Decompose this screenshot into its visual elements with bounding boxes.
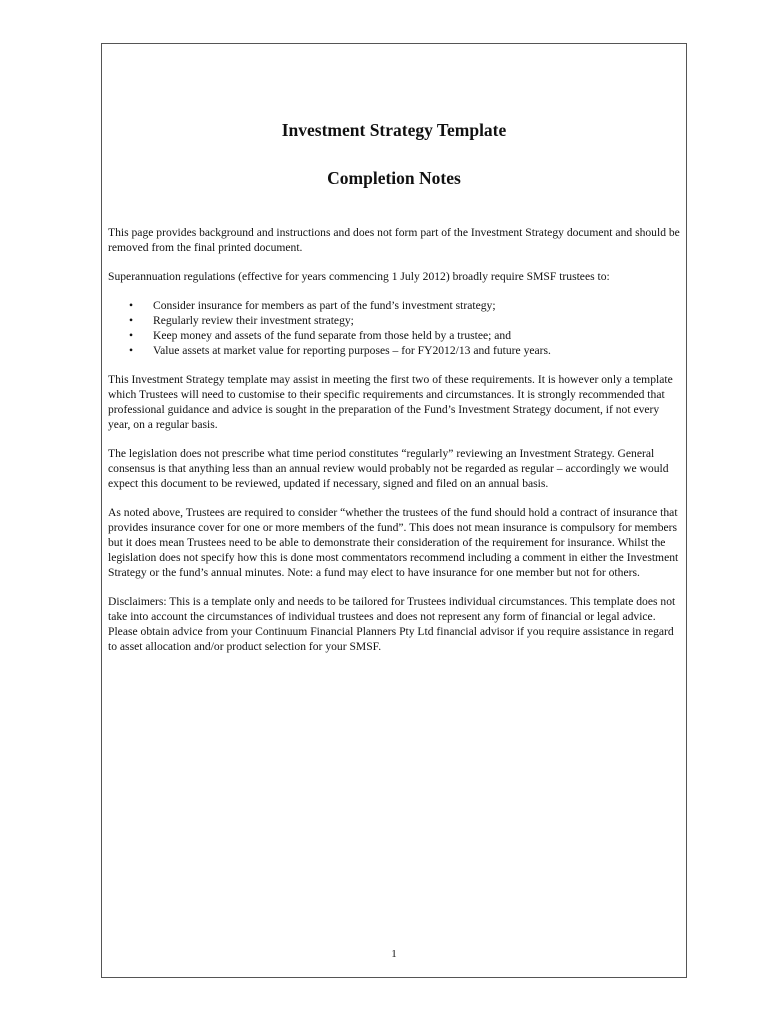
requirements-list-item [108,328,682,343]
requirements-list-item [108,298,682,313]
document-subtitle: Completion Notes [327,168,461,188]
bullet-icon: • [129,329,134,342]
document-page [101,43,687,978]
requirements-list-item-text: Value assets at market value for reporting purposes – for FY2012/13 and future years. [153,344,551,357]
requirements-list-item-text: Keep money and assets of the fund separate from those held by a trustee; and [153,329,512,342]
requirements-list-item [108,313,682,328]
bullet-icon: • [129,299,134,312]
requirements-list [108,298,682,358]
disclaimer-paragraph: Disclaimers: This is a template only and needs to be tailored for Trustees individual circumstances. This template does not take into account the circumstances of individual trustees and does not represent any form of financial or legal advice. Please obtain advice from your Continuum Financial Planners Pty Ltd financial advisor if you require assistance in regard to asset allocation and/or product selection for your SMSF. [108,595,676,653]
document-body [108,225,682,668]
requirements-list-item-text: Consider insurance for members as part of the fund’s investment strategy; [153,299,496,312]
bullet-icon: • [129,344,134,357]
template-paragraph: This Investment Strategy template may assist in meeting the first two of these requirements. It is however only a template which Trustees will need to customise to their specific requirements and circumstances. It is strongly recommended that professional guidance and advice is sought in the preparation of the Fund’s Investment Strategy document, if not every year, on a regular basis. [108,373,673,431]
document-title: Investment Strategy Template [281,120,507,140]
intro-paragraph: This page provides background and instructions and does not form part of the Investment Strategy document and should be removed from the final printed document. [108,226,680,254]
regulations-lead-paragraph: Superannuation regulations (effective for years commencing 1 July 2012) broadly require SMSF trustees to: [108,270,610,283]
legislation-paragraph: The legislation does not prescribe what time period constitutes “regularly” reviewing an Investment Strategy. General consensus is that anything less than an annual review would probably not be regarded as regular – accordingly we would expect this document to be reviewed, updated if necessary, signed and filed on an annual basis. [108,447,669,490]
requirements-list-item-text: Regularly review their investment strategy; [153,314,354,327]
requirements-list-item [108,343,682,358]
page-number: 1 [391,948,397,960]
bullet-icon: • [129,314,134,327]
insurance-paragraph: As noted above, Trustees are required to consider “whether the trustees of the fund should hold a contract of insurance that provides insurance cover for one or more members of the fund”. This does not mean insurance is compulsory for members but it does mean Trustees need to be able to demonstrate their consideration of the requirement for insurance. Whilst the legislation does not specify how this is done most commentators recommend including a comment in either the Investment Strategy or the fund’s annual minutes. Note: a fund may elect to have insurance for one member but not for others. [108,506,679,579]
